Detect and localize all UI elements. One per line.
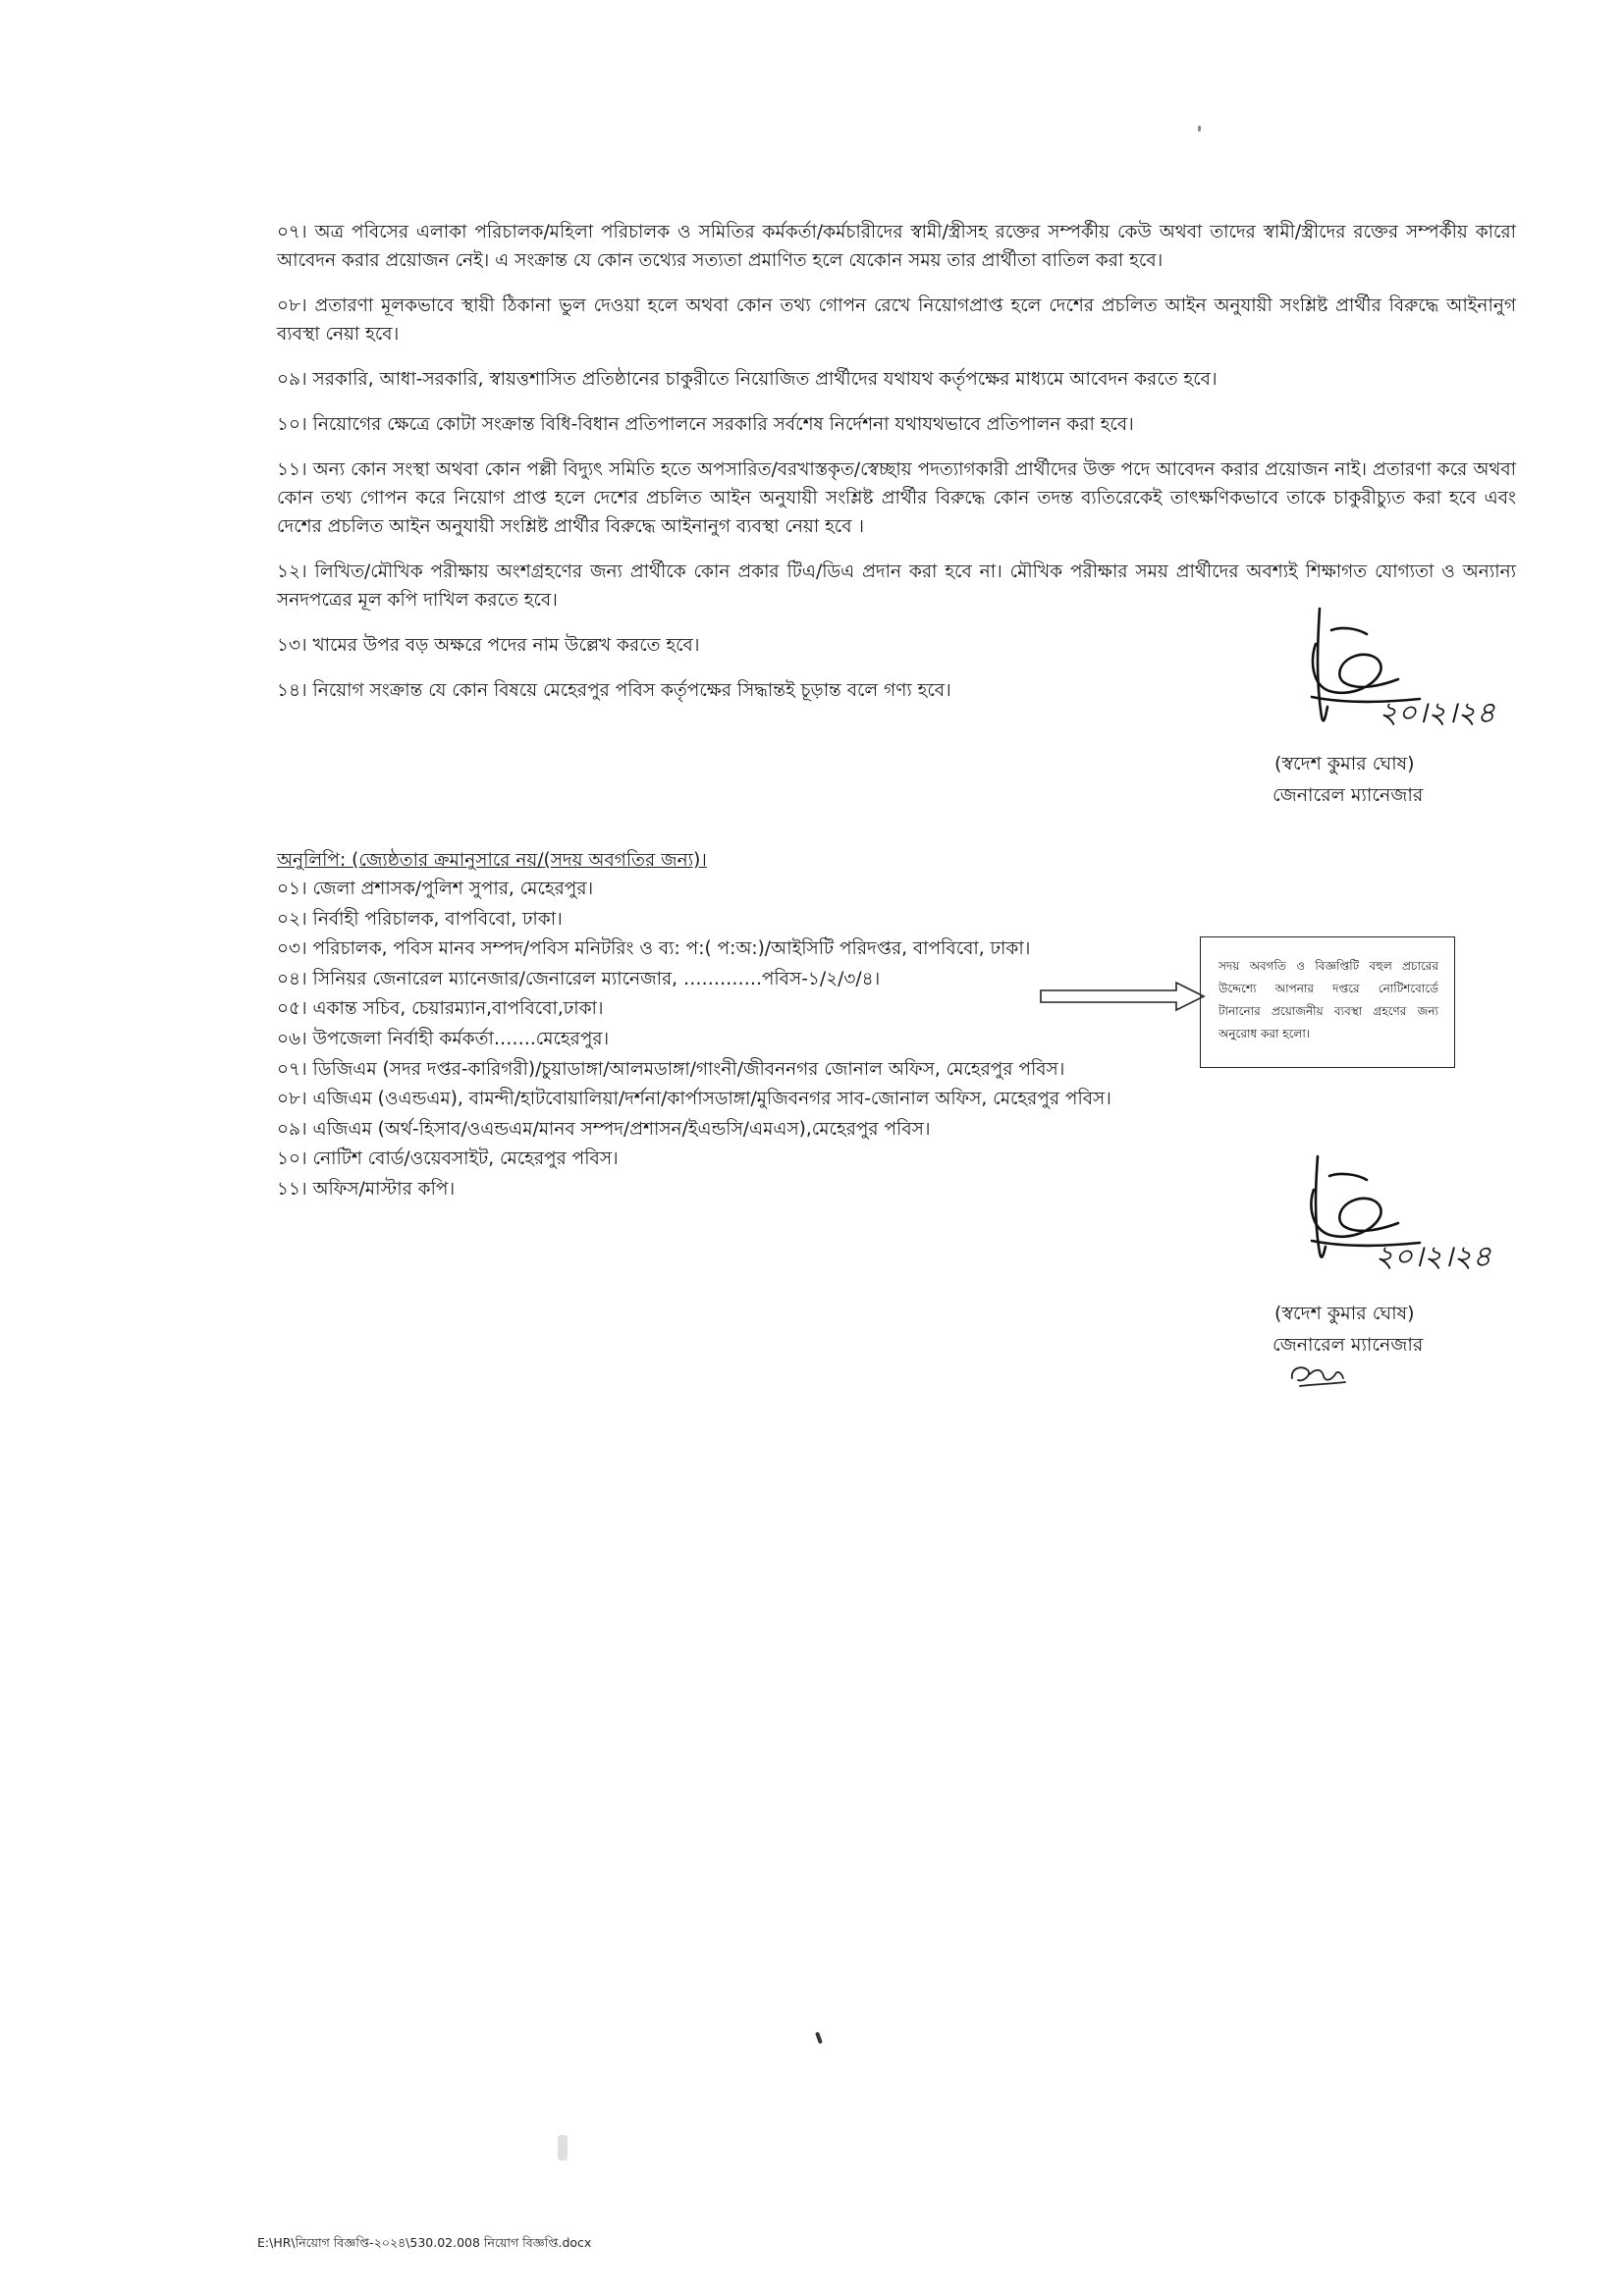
handwritten-signature	[1272, 601, 1508, 748]
copy-item: ০৪। সিনিয়র জেনারেল ম্যানেজার/জেনারেল ম্যানেজার, ………….পবিস-১/২/৩/৪।	[277, 968, 881, 989]
scan-speck	[1198, 126, 1201, 132]
copy-item: ০৯। এজিএম (অর্থ-হিসাব/ওএন্ডএম/মানব সম্পদ/প্রশাসন/ইএন্ডসি/এমএস),মেহেরপুর পবিস।	[277, 1118, 931, 1140]
signatory-title: জেনারেল ম্যানেজার	[1272, 1334, 1424, 1356]
condition-item: ০৭। অত্র পবিসের এলাকা পরিচালক/মহিলা পরিচালক ও সমিতির কর্মকর্তা/কর্মচারীদের স্বামী/স্ত্রীসহ রক্তের সম্পর্কীয় কেউ অথবা তাদের স্বামী/স্ত্রীদের রক্তের সম্পর্কীয় কারো আবেদন করার প্রয়োজন নেই। এ সংক্রান্ত যে কোন তথ্যের সত্যতা প্রমাণিত হলে যেকোন সময় তার প্রার্থীতা বাতিল করা হবে।	[277, 222, 1516, 271]
copy-item: ১০। নোটিশ বোর্ড/ওয়েবসাইট, মেহেরপুর পবিস।	[277, 1148, 619, 1170]
copy-item: ০৭। ডিজিএম (সদর দপ্তর-কারিগরী)/চুয়াডাঙ্গা/আলমডাঙ্গা/গাংনী/জীবননগর জোনাল অফিস, মেহেরপুর পবিস।	[277, 1058, 1065, 1080]
copy-item: ০৮। এজিএম (ওএন্ডএম), বামন্দী/হাটবোয়ালিয়া/দর্শনা/কার্পাসডাঙ্গা/মুজিবনগর সাব-জোনাল অফিস, মেহেরপুর পবিস।	[277, 1089, 1111, 1110]
copy-item: ০৬। উপজেলা নির্বাহী কর্মকর্তা…….মেহেরপুর।	[277, 1028, 610, 1049]
signatory-name: (স্বদেশ কুমার ঘোষ)	[1274, 1303, 1415, 1324]
scan-speck	[558, 2135, 568, 2161]
copy-item: ১১। অফিস/মাস্টার কপি।	[277, 1178, 456, 1200]
copy-heading: অনুলিপি: (জ্যেষ্ঠতার ক্রমানুসারে নয়/(সদয় অবগতির জন্য)।	[277, 850, 707, 871]
copy-list	[277, 875, 1161, 1205]
condition-item: ১২। লিখিত/মৌখিক পরীক্ষায় অংশগ্রহণের জন্য প্রার্থীকে কোন প্রকার টিএ/ডিএ প্রদান করা হবে না। মৌখিক পরীক্ষার সময় প্রার্থীদের অবশ্যই শিক্ষাগত যোগ্যতা ও অন্যান্য সনদপত্রের মূল কপি দাখিল করতে হবে।	[277, 561, 1516, 611]
handwritten-signature	[1272, 1150, 1508, 1298]
scan-speck	[815, 2032, 823, 2045]
copy-item: ০৫। একান্ত সচিব, চেয়ারম্যান,বাপবিবো,ঢাকা।	[277, 998, 604, 1020]
condition-item: ১০। নিয়োগের ক্ষেত্রে কোটা সংক্রান্ত বিধি-বিধান প্রতিপালনে সরকারি সর্বশেষ নির্দেশনা যথাযথভাবে প্রতিপালন করা হবে।	[277, 414, 1134, 435]
copy-item: ০২। নির্বাহী পরিচালক, বাপবিবো, ঢাকা।	[277, 908, 563, 930]
signature-date: ২০।২।২৪	[1379, 696, 1495, 730]
condition-item: ০৮। প্রতারণা মূলকভাবে স্থায়ী ঠিকানা ভুল দেওয়া হলে অথবা কোন তথ্য গোপন রেখে নিয়োগপ্রাপ্ত হলে দেশের প্রচলিত আইন অনুযায়ী সংশ্লিষ্ট প্রার্থীর বিরুদ্ধে আইনানুগ ব্যবস্থা নেয়া হবে।	[277, 295, 1516, 345]
signature-block-2	[1272, 1150, 1508, 1390]
copy-distribution	[277, 846, 1161, 1205]
handwritten-initials	[1286, 1361, 1355, 1390]
condition-item: ১১। অন্য কোন সংস্থা অথবা কোন পল্লী বিদ্যুৎ সমিতি হতে অপসারিত/বরখাস্তকৃত/স্বেচ্ছায় পদত্যাগকারী প্রার্থীদের উক্ত পদে আবেদন করার প্রয়োজন নাই। প্রতারণা করে অথবা কোন তথ্য গোপন করে নিয়োগ প্রাপ্ত হলে দেশের প্রচলিত আইন অনুযায়ী সংশ্লিষ্ট প্রার্থীর বিরুদ্ধে কোন তদন্ত ব্যতিরেকেই তাৎক্ষণিকভাবে তাকে চাকুরীচ্যুত করা হবে এবং দেশের প্রচলিত আইন অনুযায়ী সংশ্লিষ্ট প্রার্থীর বিরুদ্ধে আইনানুগ ব্যবস্থা নেয়া হবে ।	[277, 459, 1516, 537]
note-box: সদয় অবগতি ও বিজ্ঞপ্তিটি বহুল প্রচারের উদ্দেশ্যে আপনার দপ্তরে নোটিশবোর্ডে টানানোর প্রয়োজনীয় ব্যবস্থা গ্রহণের জন্য অনুরোধ করা হলো।	[1200, 936, 1455, 1068]
signatory-name: (স্বদেশ কুমার ঘোষ)	[1274, 753, 1415, 774]
arrow-right-icon	[1039, 980, 1208, 1013]
file-path-footer: E:\HR\নিয়োগ বিজ্ঞপ্তি-২০২৪\530.02.008 নিয়োগ বিজ্ঞপ্তি.docx	[257, 2235, 592, 2250]
condition-item: ১৩। খামের উপর বড় অক্ষরে পদের নাম উল্লেখ করতে হবে।	[277, 635, 700, 656]
signature-date: ২০।২।২৪	[1375, 1240, 1491, 1274]
signature-block-1	[1272, 601, 1508, 811]
copy-item: ০৩। পরিচালক, পবিস মানব সম্পদ/পবিস মনিটরিং ও ব্য: প:( প:অ:)/আইসিটি পরিদপ্তর, বাপবিবো, ঢাকা।	[277, 938, 1031, 960]
copy-item: ০১। জেলা প্রশাসক/পুলিশ সুপার, মেহেরপুর।	[277, 879, 594, 899]
condition-item: ০৯। সরকারি, আধা-সরকারি, স্বায়ত্তশাসিত প্রতিষ্ঠানের চাকুরীতে নিয়োজিত প্রার্থীদের যথাযথ কর্তৃপক্ষের মাধ্যমে আবেদন করতে হবে।	[277, 369, 1218, 390]
condition-item: ১৪। নিয়োগ সংক্রান্ত যে কোন বিষয়ে মেহেরপুর পবিস কর্তৃপক্ষের সিদ্ধান্তই চূড়ান্ত বলে গণ্য হবে।	[277, 680, 951, 701]
signatory-title: জেনারেল ম্যানেজার	[1272, 784, 1424, 806]
